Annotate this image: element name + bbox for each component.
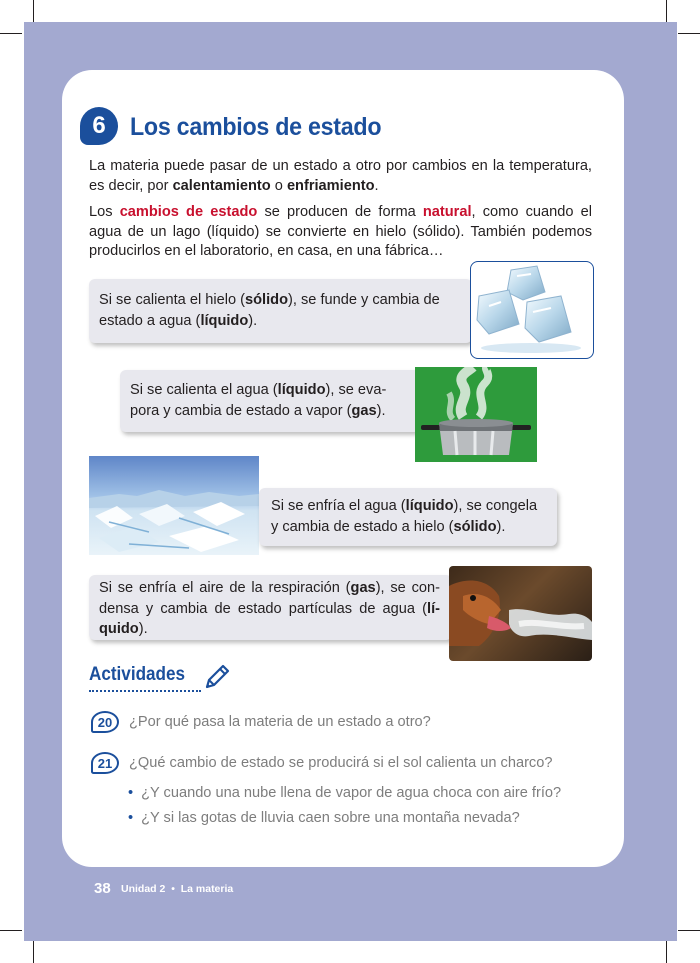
crop-mark bbox=[666, 0, 667, 22]
page-number: 38 bbox=[94, 880, 111, 897]
pencil-icon bbox=[201, 661, 233, 693]
intro-paragraph-1: La materia puede pasar de un estado a otro por cambios en la temperatura, es decir, por calentamiento o enfriamiento. bbox=[89, 158, 592, 194]
dog-breath-image bbox=[449, 566, 592, 661]
question-20: ¿Por qué pasa la materia de un estado a otro? bbox=[129, 714, 431, 730]
crop-mark bbox=[678, 930, 700, 931]
question-21-bullet-2: • ¿Y si las gotas de lluvia caen sobre una montaña nevada? bbox=[128, 810, 520, 826]
crop-mark bbox=[0, 33, 22, 34]
section-number-badge: 6 bbox=[80, 107, 118, 145]
bullet-dot: • bbox=[128, 785, 134, 801]
frozen-lake-image bbox=[89, 456, 259, 555]
question-number-badge: 20 bbox=[91, 711, 119, 733]
crop-mark bbox=[0, 930, 22, 931]
crop-mark bbox=[678, 33, 700, 34]
boiling-pot-image bbox=[415, 367, 537, 462]
crop-mark bbox=[666, 941, 667, 963]
question-21-bullet-1: • ¿Y cuando una nube llena de vapor de agua choca con aire frío? bbox=[128, 785, 562, 801]
state-change-box-melting: Si se calienta el hielo (sólido), se funde y cambia de estado a agua (líquido). bbox=[89, 279, 472, 343]
ice-cubes-image bbox=[470, 261, 594, 359]
crop-mark bbox=[33, 0, 34, 22]
intro-paragraph-2: Los cambios de estado se producen de forma natural, como cuando el agua de un lago (líquido) se convierte en hielo (sólido). También podemos producirlos en el laboratorio, en casa, en una fábrica… bbox=[89, 204, 592, 259]
question-number-badge: 21 bbox=[91, 752, 119, 774]
footer-unit-label: Unidad 2 • La materia bbox=[121, 883, 234, 895]
crop-mark bbox=[33, 941, 34, 963]
activities-heading: Actividades bbox=[89, 664, 185, 685]
state-change-box-freezing: Si se enfría el agua (líquido), se congela y cambia de estado a hielo (sólido). bbox=[259, 488, 557, 546]
activities-underline bbox=[89, 690, 201, 692]
state-change-box-condensation: Si se enfría el aire de la respiración (gas), se condensa y cambia de estado partículas de agua (líquido). bbox=[89, 575, 452, 640]
question-21: ¿Qué cambio de estado se producirá si el sol calienta un charco? bbox=[129, 755, 553, 771]
state-change-box-evaporation: Si se calienta el agua (líquido), se evapora y cambia de estado a vapor (gas). bbox=[120, 370, 420, 432]
bullet-dot: • bbox=[128, 810, 134, 826]
page-title: Los cambios de estado bbox=[130, 113, 382, 141]
